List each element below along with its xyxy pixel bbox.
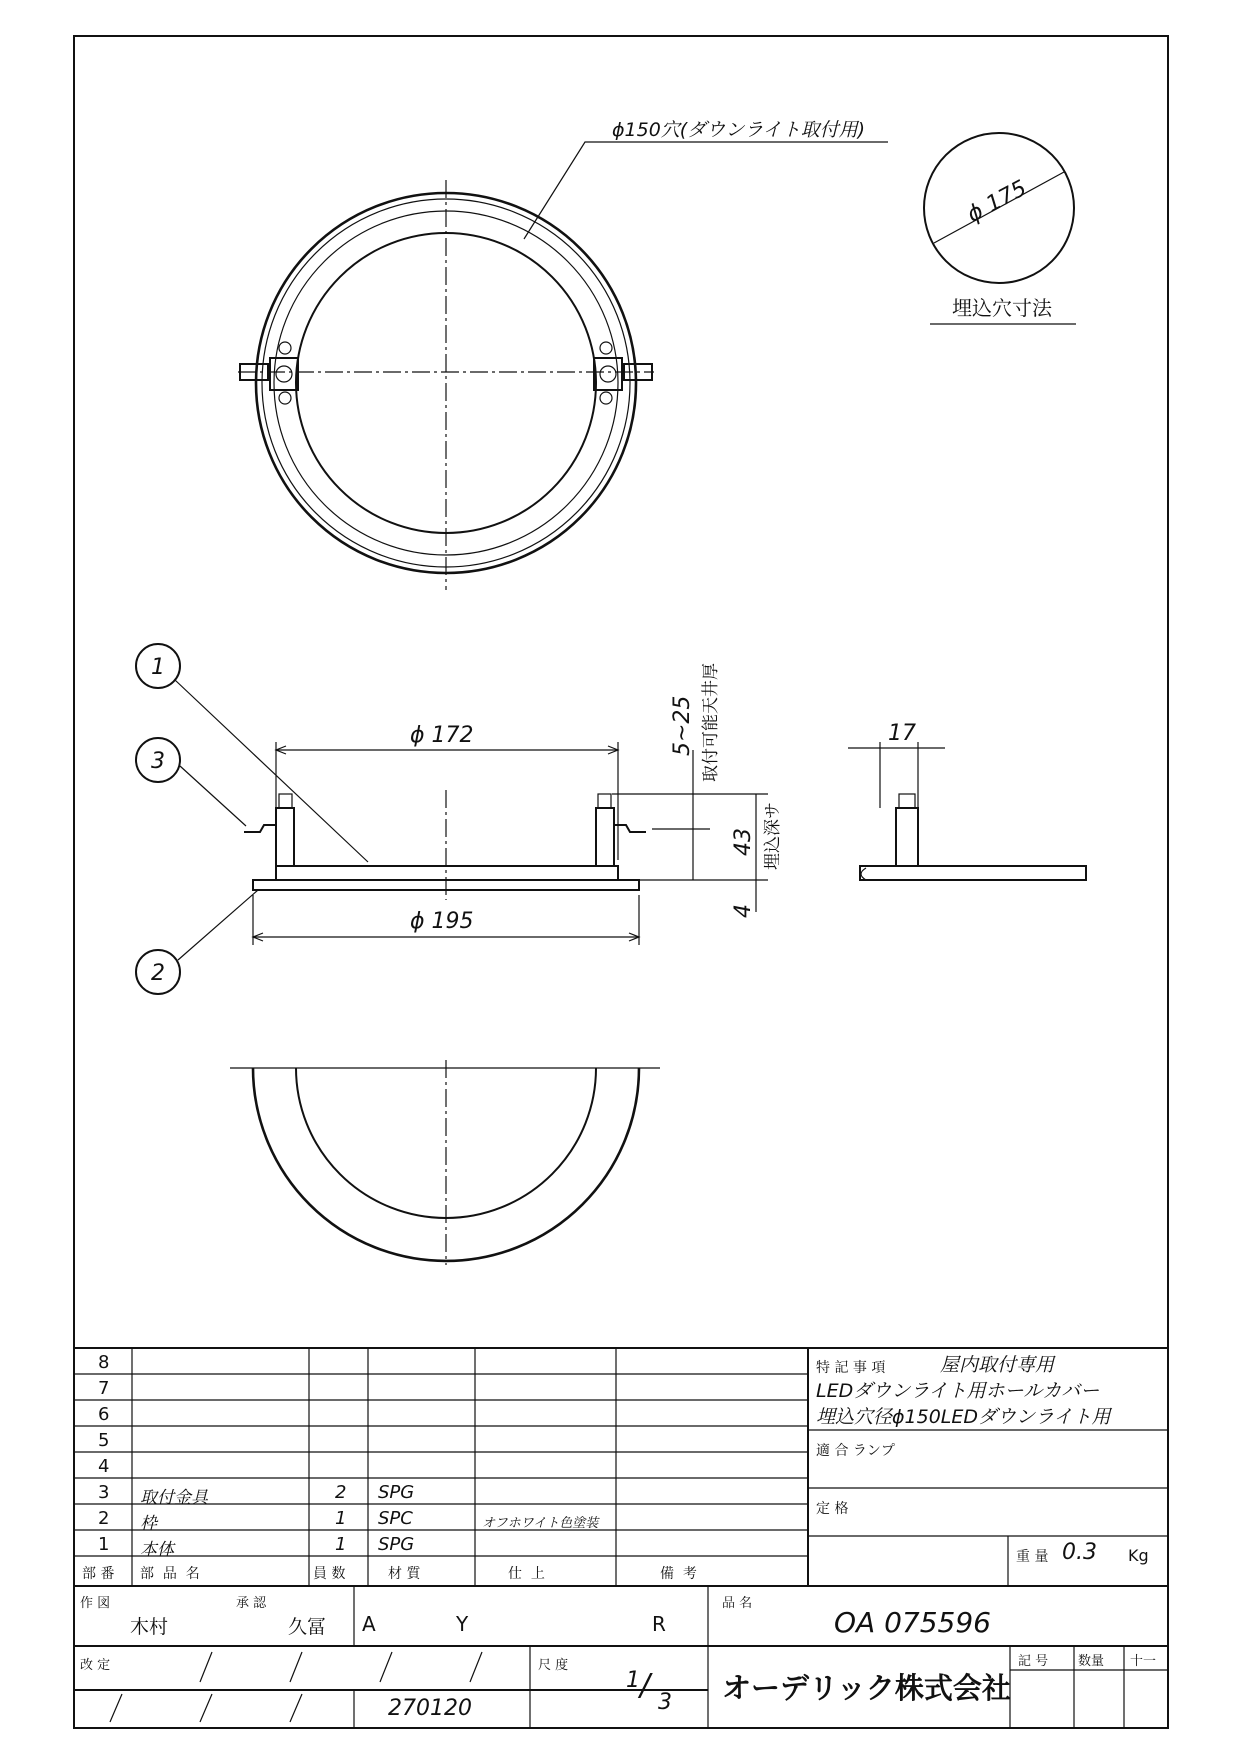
row-num-1: 1 [98, 1534, 110, 1555]
special-label: 特 記 事 項 [816, 1360, 886, 1376]
depth-value: 43 [731, 828, 756, 856]
cutout-diagram [924, 133, 1076, 324]
part-finish: オフホワイト色塗装 [482, 1516, 599, 1531]
scale-denominator: 3 [658, 1690, 672, 1715]
plan-view [238, 119, 888, 590]
header-remarks: 備 考 [660, 1566, 697, 1582]
ceiling-caption: 取付可能天井厚 [701, 663, 721, 782]
company-name: オーデリック株式会社 [722, 1671, 1011, 1705]
row-num-4: 4 [98, 1456, 110, 1477]
side-right-bracket-icon [596, 794, 646, 866]
weight-unit: Kg [1128, 1546, 1149, 1565]
thickness-value: 4 [731, 904, 756, 918]
sheet-border [74, 36, 1168, 1728]
header-part-name: 部 品 名 [140, 1566, 200, 1582]
side-left-bracket-icon [244, 794, 294, 866]
header-finish: 仕 上 [508, 1566, 545, 1582]
callout-1-label: 1 [151, 655, 165, 680]
special-line-1: 屋内取付専用 [940, 1354, 1055, 1376]
scale-slash: / [640, 1668, 651, 1703]
grade-r: R [652, 1612, 666, 1636]
part-name: 枠 [140, 1514, 157, 1534]
end-width-dim: 17 [888, 721, 916, 746]
product-label: 品 名 [722, 1596, 753, 1611]
grade-y: Y [456, 1612, 469, 1636]
callout-3-label: 3 [151, 749, 165, 774]
special-line-3: 埋込穴径ϕ150LEDダウンライト用 [816, 1406, 1111, 1428]
drawn-by: 木村 [130, 1616, 169, 1638]
sheet-mark: 十一 [1130, 1654, 1157, 1669]
grade-a: A [362, 1612, 376, 1636]
date: 270120 [388, 1696, 472, 1721]
row-num-6: 6 [98, 1404, 110, 1425]
quantity-label: 数量 [1078, 1654, 1105, 1669]
row-num-7: 7 [98, 1378, 110, 1399]
dim-inner: ϕ 172 [410, 723, 474, 748]
end-plate [860, 866, 1086, 880]
right-bracket-icon [594, 342, 652, 404]
row-num-8: 8 [98, 1352, 110, 1373]
scale-numerator: 1 [626, 1668, 640, 1693]
part-qty: 2 [335, 1482, 347, 1503]
row-num-3: 3 [98, 1482, 110, 1503]
approved-by: 久冨 [288, 1616, 327, 1638]
depth-caption: 埋込深サ [763, 802, 783, 870]
hole-label: ϕ150穴(ダウンライト取付用) [612, 119, 866, 141]
weight-value: 0.3 [1062, 1540, 1097, 1565]
dim-outer: ϕ 195 [410, 909, 474, 934]
callout-2-label: 2 [151, 961, 165, 986]
header-part-no: 部 番 [82, 1566, 115, 1582]
hole-leader [524, 142, 888, 239]
ceiling-range: 5~25 [670, 695, 695, 756]
part-qty: 1 [335, 1534, 347, 1555]
left-bracket-icon [240, 342, 298, 404]
drawn-label: 作 図 [80, 1596, 111, 1611]
lamp-label: 適 合 ランプ [816, 1443, 895, 1459]
body-plate [276, 866, 618, 880]
section-view [230, 1060, 660, 1265]
part-qty: 1 [335, 1508, 347, 1529]
symbol-label: 記 号 [1018, 1654, 1049, 1669]
cutout-dim: ϕ 175 [963, 175, 1031, 228]
weight-label: 重 量 [1016, 1549, 1049, 1565]
row-num-5: 5 [98, 1430, 110, 1451]
rating-label: 定 格 [816, 1501, 849, 1517]
part-material: SPG [378, 1482, 415, 1503]
side-view [136, 644, 783, 994]
revision-label: 改 定 [80, 1658, 111, 1673]
part-material: SPC [378, 1508, 413, 1529]
part-material: SPG [378, 1534, 415, 1555]
product-no: OA 075596 [834, 1606, 991, 1639]
cutout-caption: 埋込穴寸法 [952, 296, 1052, 320]
row-num-2: 2 [98, 1508, 110, 1529]
header-qty: 員 数 [313, 1566, 346, 1582]
special-line-2: LEDダウンライト用ホールカバー [816, 1380, 1100, 1402]
part-name: 取付金具 [140, 1488, 208, 1508]
scale-label: 尺 度 [538, 1658, 569, 1673]
approved-label: 承 認 [236, 1596, 267, 1611]
header-material: 材 質 [388, 1566, 421, 1582]
end-view [848, 721, 1086, 880]
part-name: 本体 [140, 1540, 174, 1560]
